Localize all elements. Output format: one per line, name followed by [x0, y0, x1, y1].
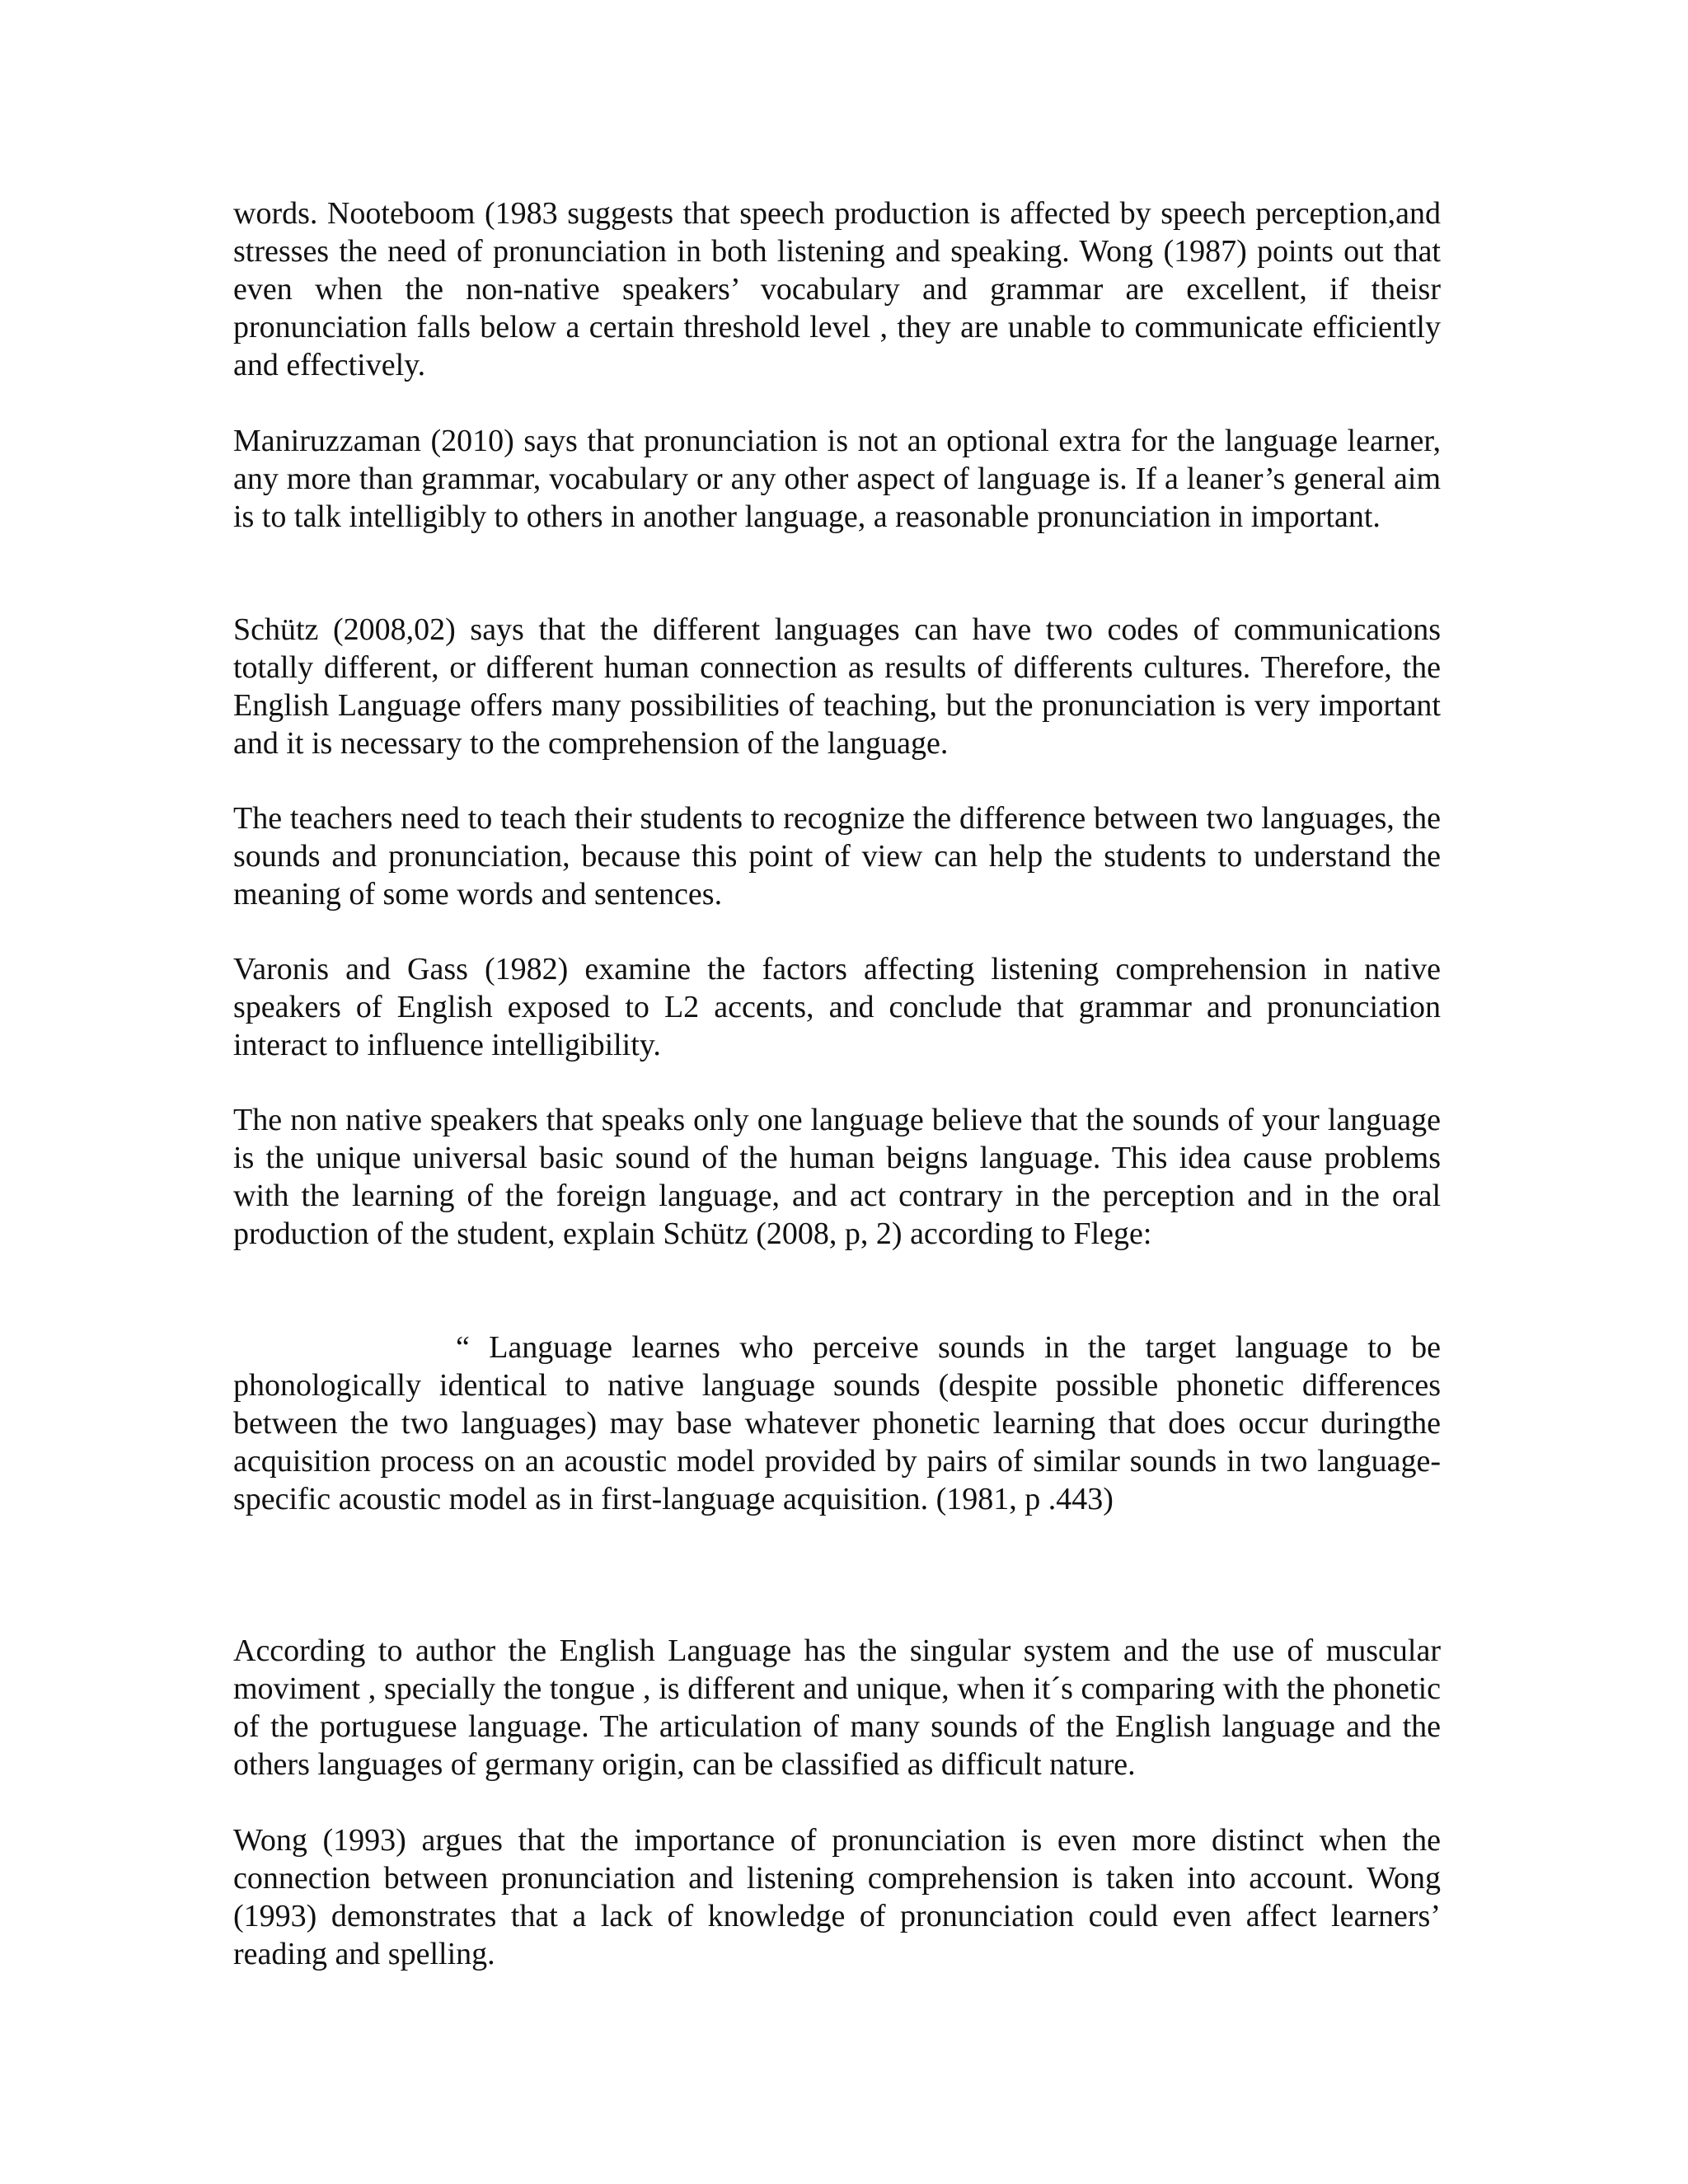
paragraph-english-muscular: According to author the English Language has the singular system and the use of muscular moviment , specially the tongue , is different and unique, when it´s comparing with the phonetic of the portuguese language. The articulation of many sounds of the English language and the others languages of germany origin, can be classified as difficult nature.	[233, 1633, 1441, 1782]
paragraph-maniruzzaman: Maniruzzaman (2010) says that pronunciation is not an optional extra for the language learner, any more than grammar, vocabulary or any other aspect of language is. If a leaner’s general aim is to talk intelligibly to others in another language, a reasonable pronunciation in important.	[233, 424, 1441, 534]
paragraph-wong-1993: Wong (1993) argues that the importance of pronunciation is even more distinct when the connection between pronunciation and listening comprehension is taken into account. Wong (1993) demonstrates that a lack of knowledge of pronunciation could even affect learners’ reading and spelling.	[233, 1823, 1441, 1971]
paragraph-varonis-gass: Varonis and Gass (1982) examine the factors affecting listening comprehension in native speakers of English exposed to L2 accents, and conclude that grammar and pronunciation interact to influence intelligibility.	[233, 952, 1441, 1062]
block-quote-flege: “ Language learnes who perceive sounds in the target language to be phonologically identical to native language sounds (despite possible phonetic differences between the two languages) may base whatever phonetic learning that does occur duringthe acquisition process on an acoustic model provided by pairs of similar sounds in two language-specific acoustic model as in first-language acquisition. (1981, p .443)	[233, 1330, 1441, 1516]
paragraph-non-native-speakers: The non native speakers that speaks only one language believe that the sounds of your language is the unique universal basic sound of the human beigns language. This idea cause problems with the learning of the foreign language, and act contrary in the perception and in the oral production of the student, explain Schütz (2008, p, 2) according to Flege:	[233, 1103, 1441, 1251]
paragraph-nooteboom-wong: words. Nooteboom (1983 suggests that speech production is affected by speech perception,and stresses the need of pronunciation in both listening and speaking. Wong (1987) points out that even when the non-native speakers’ vocabulary and grammar are excellent, if theisr pronunciation falls below a certain threshold level , they are unable to communicate efficiently and effectively.	[233, 196, 1441, 382]
paragraph-schutz-codes: Schütz (2008,02) says that the different languages can have two codes of communications totally different, or different human connection as results of differents cultures. Therefore, the English Language offers many possibilities of teaching, but the pronunciation is very important and it is necessary to the comprehension of the language.	[233, 612, 1441, 761]
paragraph-teachers: The teachers need to teach their students to recognize the difference between two languages, the sounds and pronunciation, because this point of view can help the students to understand the meaning of some words and sentences.	[233, 801, 1441, 912]
